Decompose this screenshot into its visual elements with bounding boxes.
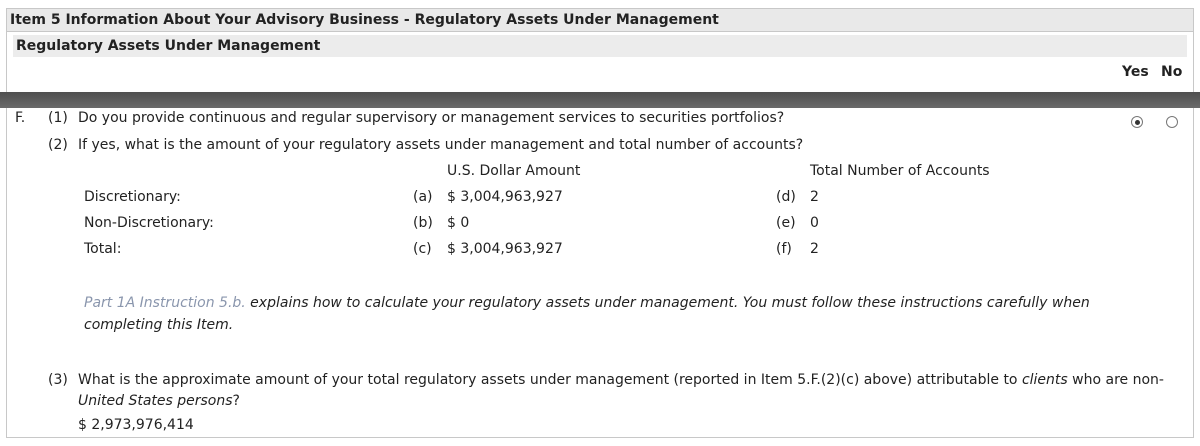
amount-value: $ 3,004,963,927 <box>447 241 563 257</box>
row-label: Total: <box>84 241 122 257</box>
amount-value: $ 0 <box>447 215 470 231</box>
instruction-link[interactable]: Part 1A Instruction 5.b. <box>84 295 246 311</box>
question-1-number: (1) <box>48 110 68 126</box>
question-1-yes-radio[interactable] <box>1131 116 1143 128</box>
question-2-number: (2) <box>48 137 68 153</box>
count-code: (e) <box>776 215 796 231</box>
clients-term: clients <box>1021 372 1068 388</box>
count-code: (f) <box>776 241 792 257</box>
yes-column-header: Yes <box>1122 64 1149 80</box>
section-header <box>7 9 1193 32</box>
amount-column-header: U.S. Dollar Amount <box>447 163 581 179</box>
question-3-answer: $ 2,973,976,414 <box>78 417 194 433</box>
subsection-header <box>13 35 1187 57</box>
accounts-column-header: Total Number of Accounts <box>810 163 990 179</box>
question-1-text: Do you provide continuous and regular supervisory or management services to securities portfolios? <box>78 110 785 126</box>
amount-value: $ 3,004,963,927 <box>447 189 563 205</box>
amount-code: (c) <box>413 241 432 257</box>
question-1-no-radio[interactable] <box>1166 116 1178 128</box>
instruction-note <box>84 292 1164 336</box>
divider-bar <box>0 92 1200 108</box>
question-3-text-part: What is the approximate amount of your total regulatory assets under management (reported in Item 5.F.(2)(c) above) attributable to <box>78 372 1022 388</box>
amount-code: (b) <box>413 215 433 231</box>
section-title: Item 5 Information About Your Advisory Business - Regulatory Assets Under Management <box>10 12 719 28</box>
no-column-header: No <box>1161 64 1183 80</box>
count-value: 2 <box>810 189 819 205</box>
count-value: 0 <box>810 215 819 231</box>
instruction-text: explains how to calculate your regulatory assets under management. You must follow these instructions carefully when completing this Item. <box>84 295 1090 333</box>
count-code: (d) <box>776 189 796 205</box>
row-label: Non-Discretionary: <box>84 215 214 231</box>
question-3-text <box>78 370 1178 412</box>
count-value: 2 <box>810 241 819 257</box>
question-3-text-part: ? <box>232 393 240 409</box>
us-persons-term: United States persons <box>78 393 233 409</box>
question-3-number: (3) <box>48 372 68 388</box>
row-label: Discretionary: <box>84 189 181 205</box>
amount-code: (a) <box>413 189 433 205</box>
question-3-text-part: who are non- <box>1067 372 1164 388</box>
subsection-title: Regulatory Assets Under Management <box>16 38 321 54</box>
question-2-text: If yes, what is the amount of your regulatory assets under management and total number of accounts? <box>78 137 804 153</box>
item-letter: F. <box>15 110 26 126</box>
